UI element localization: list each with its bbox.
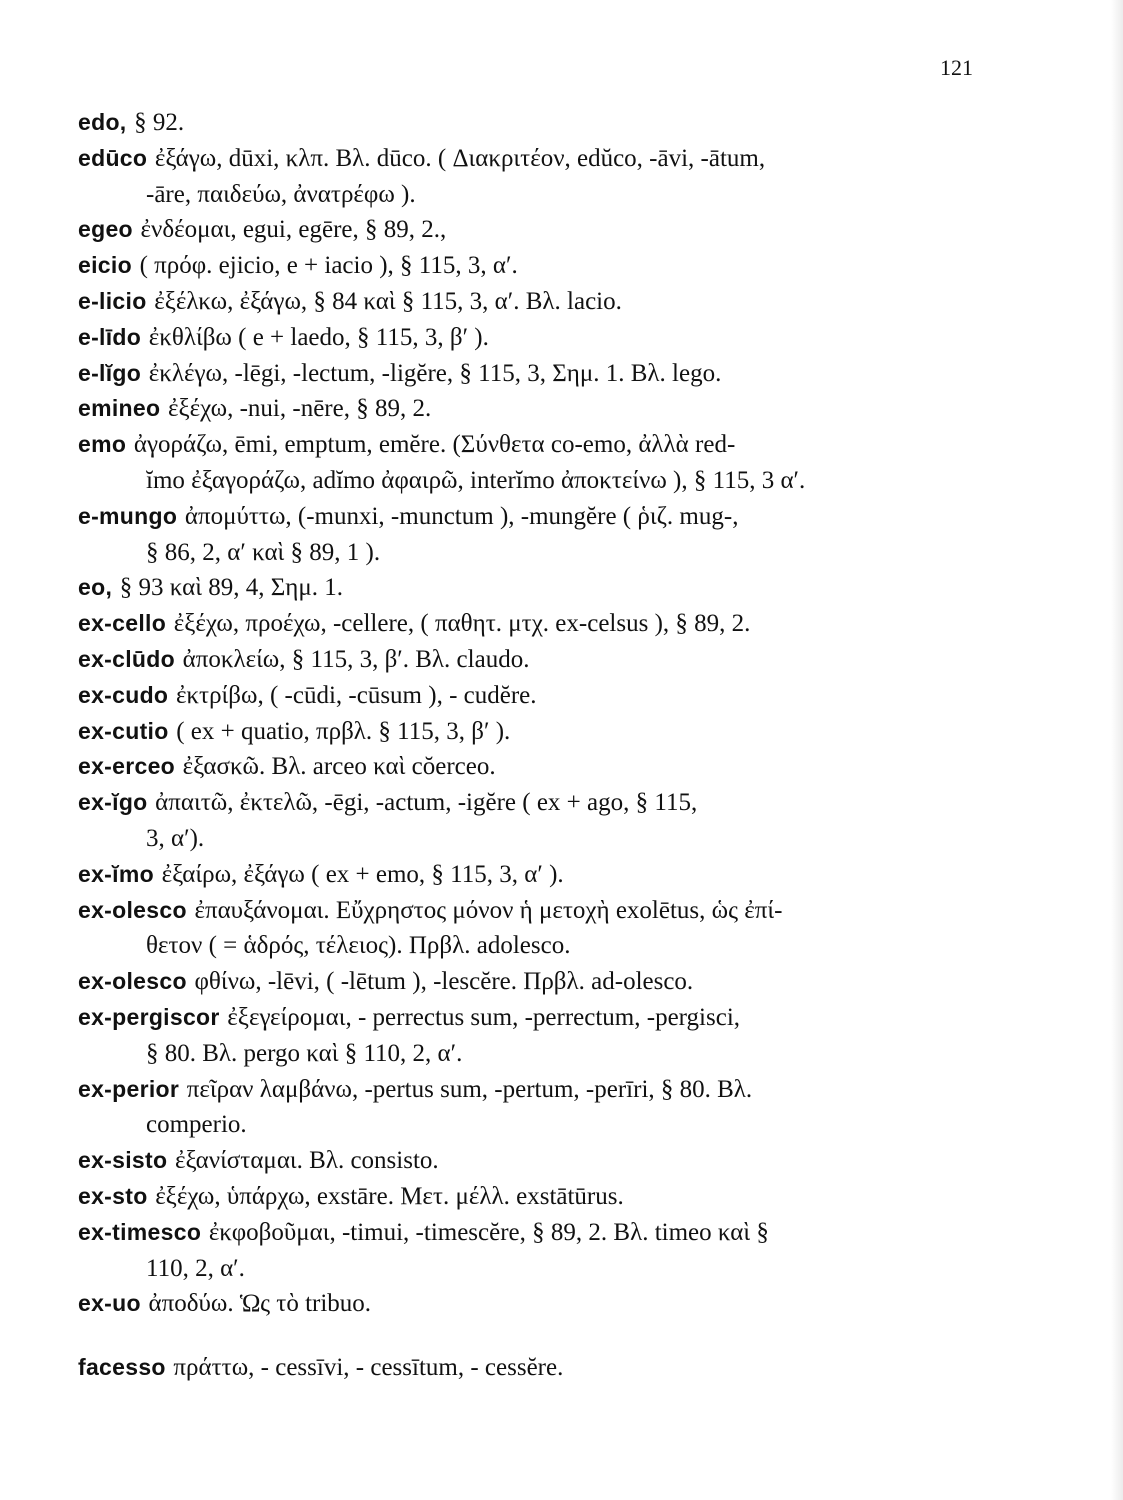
dictionary-entry <box>78 606 973 642</box>
entry-continuation <box>78 177 973 213</box>
entry-definition: φθίνω, -lēvi, ( -lētum ), -lescĕre. Πρβλ. ad-olesco. <box>194 968 694 996</box>
entry-headword: ex-timesco <box>78 1218 202 1245</box>
dictionary-entry <box>78 1350 973 1386</box>
entry-definition: ἐξανίσταμαι. Βλ. consisto. <box>174 1147 439 1175</box>
entry-headword: ex-uo <box>78 1290 141 1317</box>
entry-headword: ex-erceo <box>78 753 176 780</box>
entry-headword: ex-cutio <box>78 717 169 744</box>
dictionary-entry <box>78 785 973 821</box>
dictionary-entry <box>78 427 973 463</box>
dictionary-entry <box>78 1000 973 1036</box>
entry-definition-continued: -āre, παιδεύω, ἀνατρέφω ). <box>146 180 416 208</box>
entry-headword: e-licio <box>78 287 147 314</box>
dictionary-entry <box>78 857 973 893</box>
entry-headword: ex-sto <box>78 1182 148 1209</box>
entry-list <box>78 105 973 1386</box>
entry-definition: § 92. <box>134 109 185 136</box>
entry-continuation <box>78 463 973 499</box>
entry-headword: e-mungo <box>78 502 178 529</box>
entry-definition: ἐξεγείρομαι, - perrectus sum, -perrectum, -pergisci, <box>227 1003 741 1031</box>
entry-continuation <box>78 821 973 857</box>
entry-definition: ἀγοράζω, ēmi, emptum, emĕre. (Σύνθετα co-emo, ἀλλὰ red- <box>133 431 736 459</box>
entry-definition: ἐξασκῶ. Βλ. arceo καὶ cŏerceo. <box>182 753 496 781</box>
entry-definition-continued: ĭmo ἐξαγοράζω, adĭmo ἀφαιρῶ, interĭmo ἀποκτείνω ), § 115, 3 α′. <box>146 466 806 494</box>
entry-headword: ex-perior <box>78 1075 180 1102</box>
dictionary-entry <box>78 893 973 929</box>
dictionary-entry <box>78 1179 973 1215</box>
dictionary-entry <box>78 749 973 785</box>
entry-definition: ἐπαυξάνομαι. Εὔχρηστος μόνον ἡ μετοχὴ exolētus, ὡς ἐπί- <box>194 896 783 924</box>
entry-headword: egeo <box>78 216 133 243</box>
entry-continuation <box>78 928 973 964</box>
entry-headword: e-lĭgo <box>78 359 142 386</box>
dictionary-entry <box>78 212 973 248</box>
entry-headword: ex-olesco <box>78 968 187 995</box>
entry-definition: πεῖραν λαμβάνω, -pertus sum, -pertum, -perīri, § 80. Βλ. <box>186 1075 753 1103</box>
dictionary-entry <box>78 141 973 177</box>
section-gap <box>78 1322 973 1350</box>
entry-definition: ἀποδύω. Ὡς τὸ tribuo. <box>148 1290 372 1318</box>
entry-definition-continued: 110, 2, α′. <box>146 1254 245 1282</box>
entry-definition: ἀπομύττω, (-munxi, -munctum ), -mungĕre ( ῥιζ. mug-, <box>184 502 739 530</box>
page-edge-shadow <box>1111 0 1123 1500</box>
entry-headword: emineo <box>78 395 161 422</box>
dictionary-entry <box>78 570 973 606</box>
dictionary-entry <box>78 678 973 714</box>
entry-definition: ἐκτρίβω, ( -cūdi, -cūsum ), - cudĕre. <box>175 681 537 709</box>
entry-definition: ἐξέχω, -nui, -nēre, § 89, 2. <box>167 395 432 423</box>
entry-headword: eo, <box>78 574 113 601</box>
entry-definition: πράττω, - cessīvi, - cessītum, - cessĕre. <box>173 1354 564 1382</box>
entry-headword: ex-cello <box>78 610 167 637</box>
entry-definition: ἐκθλίβω ( e + laedo, § 115, 3, β′ ). <box>148 323 489 351</box>
entry-definition-continued: comperio. <box>146 1111 247 1139</box>
dictionary-entry <box>78 356 973 392</box>
entry-definition: § 93 καὶ 89, 4, Σημ. 1. <box>119 574 344 602</box>
entry-headword: ex-olesco <box>78 896 187 923</box>
entry-definition: ἀπαιτῶ, ἐκτελῶ, -ēgi, -actum, -igĕre ( ex + ago, § 115, <box>155 789 698 817</box>
entry-headword: emo <box>78 431 127 458</box>
entry-headword: facesso <box>78 1354 166 1381</box>
entry-headword: eicio <box>78 252 132 279</box>
dictionary-entry <box>78 105 973 141</box>
entry-headword: ex-ĭmo <box>78 860 154 887</box>
entry-definition-continued: § 80. Βλ. pergo καὶ § 110, 2, α′. <box>146 1039 463 1067</box>
entry-continuation <box>78 1251 973 1287</box>
entry-headword: ex-cudo <box>78 681 169 708</box>
entry-headword: ex-clūdo <box>78 645 175 672</box>
dictionary-entry <box>78 1143 973 1179</box>
entry-headword: e-līdo <box>78 323 142 350</box>
dictionary-entry <box>78 391 973 427</box>
entry-continuation <box>78 1036 973 1072</box>
dictionary-entry <box>78 964 973 1000</box>
dictionary-entry <box>78 320 973 356</box>
entry-definition: ἐξέχω, ὑπάρχω, exstāre. Μετ. μέλλ. exstātūrus. <box>155 1182 624 1210</box>
page-number: 121 <box>940 55 973 80</box>
entry-definition-continued: θετον ( = ἁδρός, τέλειος). Πρβλ. adolesco. <box>146 932 571 960</box>
dictionary-entry <box>78 1286 973 1322</box>
dictionary-entry <box>78 499 973 535</box>
entry-headword: ex-pergiscor <box>78 1003 220 1030</box>
entry-definition: ἀποκλείω, § 115, 3, β′. Βλ. claudo. <box>182 645 530 673</box>
entry-definition-continued: § 86, 2, α′ καὶ § 89, 1 ). <box>146 538 381 566</box>
dictionary-entry <box>78 642 973 678</box>
dictionary-entry <box>78 284 973 320</box>
entry-definition: ἐξάγω, dūxi, κλπ. Βλ. dūco. ( Διακριτέον, edŭco, -āvi, -ātum, <box>154 144 766 172</box>
dictionary-entry <box>78 1215 973 1251</box>
entry-definition: ἐξέχω, προέχω, -cellere, ( παθητ. μτχ. ex-celsus ), § 89, 2. <box>173 610 751 638</box>
entry-definition: ( πρόφ. ejicio, e + iacio ), § 115, 3, α′. <box>139 252 518 280</box>
entry-definition: ( ex + quatio, πρβλ. § 115, 3, β′ ). <box>176 717 511 745</box>
entry-definition: ἐκλέγω, -lēgi, -lectum, -ligĕre, § 115, 3, Σημ. 1. Βλ. lego. <box>148 359 722 387</box>
entry-continuation <box>78 535 973 571</box>
entry-definition: ἐνδέομαι, egui, egēre, § 89, 2., <box>140 216 447 244</box>
entry-headword: ex-ĭgo <box>78 789 148 816</box>
entry-headword: ex-sisto <box>78 1147 168 1174</box>
entry-definition: ἐκφοβοῦμαι, -timui, -timescĕre, § 89, 2. Βλ. timeo καὶ § <box>208 1218 769 1246</box>
dictionary-entry <box>78 1072 973 1108</box>
entry-headword: edo, <box>78 109 127 135</box>
entry-definition: ἐξέλκω, ἐξάγω, § 84 καὶ § 115, 3, α′. Βλ. lacio. <box>154 287 622 315</box>
entry-continuation <box>78 1107 973 1143</box>
dictionary-entry <box>78 248 973 284</box>
entry-definition: ἐξαίρω, ἐξάγω ( ex + emo, § 115, 3, α′ ). <box>161 860 564 888</box>
dictionary-entry <box>78 714 973 750</box>
entry-definition-continued: 3, α′). <box>146 824 205 852</box>
entry-headword: edūco <box>78 144 148 171</box>
